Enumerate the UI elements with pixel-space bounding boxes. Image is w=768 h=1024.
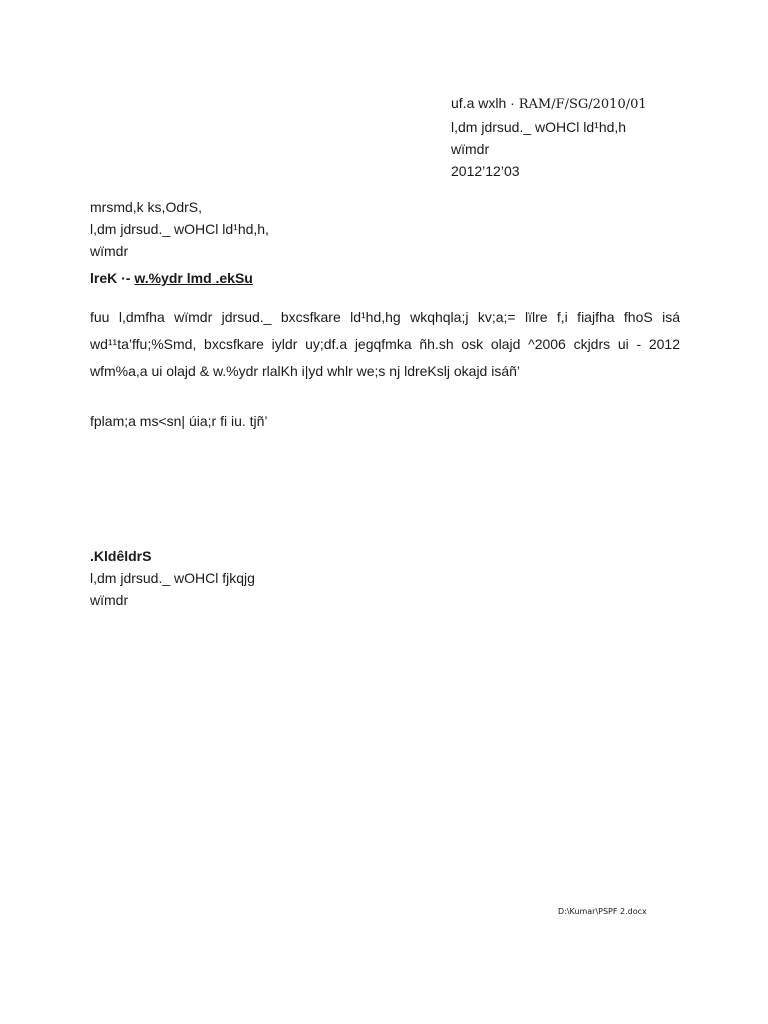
subject-label: lreK ·-	[90, 270, 135, 286]
sender-block	[451, 92, 647, 182]
recipient-city: wïmdr	[90, 243, 129, 259]
body-line: wfm%a,a ui olajd & w.%ydr rlalKh i|yd whlr we;s nj ldreKslj okajd isáñ’	[90, 363, 521, 379]
body-paragraph	[90, 304, 680, 385]
signatory-name: .KldêldrS	[90, 548, 152, 564]
body-line: fuu l,dmfha wïmdr jdrsud._ bxcsfkare ld¹hd,hg wkqhqla;j kv;a;= lïlre f,i fiajfha fhoS isá	[90, 309, 680, 325]
body-line: wd¹¹ta’ffu;%Smd, bxcsfkare iyldr uy;df.a jegqfmka ñh.sh osk olajd ^2006 ckjdrs ui - 2012	[90, 336, 680, 352]
signatory-org: l,dm jdrsud._ wOHCl fjkqjg	[90, 570, 255, 586]
footer-file-path: D:\Kumar\PSPF 2.docx	[558, 907, 647, 916]
subject-line	[90, 270, 253, 286]
sender-city: wïmdr	[451, 141, 490, 157]
recipient-block	[90, 196, 269, 262]
sender-org: l,dm jdrsud._ wOHCl ld¹hd,h	[451, 119, 627, 135]
reference-prefix: uf.a wxlh ·	[451, 95, 519, 111]
recipient-org: l,dm jdrsud._ wOHCl ld¹hd,h,	[90, 221, 269, 237]
reference-line	[451, 92, 647, 116]
signatory-city: wïmdr	[90, 592, 129, 608]
letter-date: 2012’12’03	[451, 163, 520, 179]
recipient-title: mrsmd,k ks,OdrS,	[90, 199, 203, 215]
reference-code: RAM/F/SG/2010/01	[518, 97, 647, 112]
closing-line: fplam;a ms<sn| úia;r fi iu. tjñ’	[90, 413, 268, 429]
signature-block	[90, 545, 255, 611]
subject-text: w.%ydr lmd .ekSu	[134, 270, 253, 286]
